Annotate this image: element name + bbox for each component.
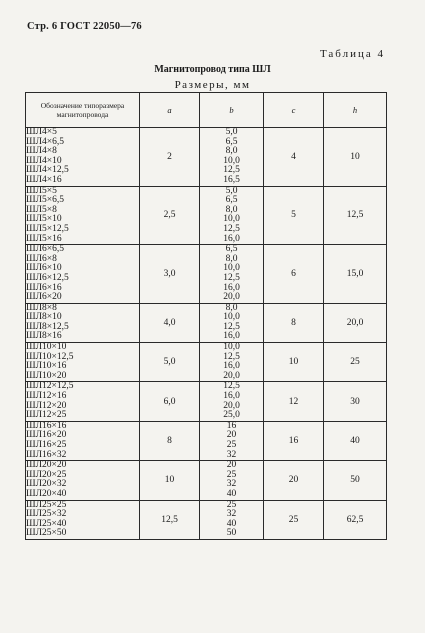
table-row [26, 500, 387, 539]
dimensions-table [25, 92, 387, 540]
value-b-cell [200, 500, 264, 539]
designation-item: ШЛ25×40 [26, 518, 67, 529]
value-b-item: 12,5 [223, 165, 240, 176]
table-row [26, 245, 387, 304]
table-row [26, 343, 387, 382]
designation-item: ШЛ6×10 [26, 263, 62, 274]
designation-item: ШЛ6×20 [26, 292, 62, 303]
designation-item: ШЛ5×5 [26, 185, 57, 196]
value-c-cell: 20 [264, 461, 324, 500]
page-header: Стр. 6 ГОСТ 22050—76 [27, 21, 142, 32]
designation-cell [26, 382, 140, 421]
value-b-item: 10,0 [223, 155, 240, 166]
table-row [26, 421, 387, 460]
value-b-item: 5,0 [225, 127, 238, 137]
designation-item: ШЛ25×50 [26, 528, 67, 539]
designation-cell [26, 245, 140, 304]
value-a-cell: 2,5 [140, 186, 200, 245]
designation-item: ШЛ4×5 [26, 127, 57, 137]
value-b-item: 8,0 [225, 146, 238, 157]
column-header-a: a [140, 93, 200, 128]
value-b-item: 25 [226, 469, 237, 480]
designation-item: ШЛ10×10 [26, 342, 67, 353]
designation-cell [26, 343, 140, 382]
value-c-cell: 16 [264, 421, 324, 460]
designation-item: ШЛ4×12,5 [26, 165, 69, 176]
table-label: Таблица 4 [319, 48, 385, 60]
value-c-cell: 25 [264, 500, 324, 539]
value-b-item: 6,5 [225, 136, 238, 147]
value-b-item: 12,5 [223, 351, 240, 362]
value-b-item: 20,0 [223, 400, 240, 411]
value-h-cell: 25 [324, 343, 387, 382]
designation-item: ШЛ4×8 [26, 146, 57, 157]
value-b-item: 12,5 [223, 223, 240, 234]
designation-cell [26, 303, 140, 342]
designation-item: ШЛ20×25 [26, 469, 67, 480]
value-h-cell: 62,5 [324, 500, 387, 539]
designation-item: ШЛ25×32 [26, 509, 67, 520]
table-title: Магнитопровод типа ШЛ [154, 64, 271, 75]
designation-item: ШЛ12×12,5 [26, 381, 74, 392]
value-b-item: 25,0 [223, 410, 240, 421]
value-b-cell [200, 186, 264, 245]
value-b-item: 10,0 [223, 312, 240, 323]
value-h-cell: 30 [324, 382, 387, 421]
value-h-cell: 50 [324, 461, 387, 500]
value-c-cell: 12 [264, 382, 324, 421]
value-b-item: 50 [226, 528, 237, 539]
column-header-c: c [264, 93, 324, 128]
designation-cell [26, 421, 140, 460]
designation-item: ШЛ8×8 [26, 302, 57, 313]
table-row [26, 303, 387, 342]
designation-item: ШЛ5×6,5 [26, 195, 65, 206]
value-b-item: 20,0 [223, 292, 240, 303]
value-b-item: 12,5 [223, 381, 240, 392]
column-header-designation: Обозначение типоразмера магнитопровода [26, 93, 140, 128]
designation-item: ШЛ4×16 [26, 174, 62, 185]
designation-item: ШЛ6×12,5 [26, 272, 69, 283]
table-header-row [26, 93, 387, 128]
designation-cell [26, 461, 140, 500]
table-row [26, 128, 387, 187]
designation-item: ШЛ16×32 [26, 449, 67, 460]
value-b-item: 16 [226, 420, 237, 431]
value-a-cell: 5,0 [140, 343, 200, 382]
value-a-cell: 10 [140, 461, 200, 500]
designation-item: ШЛ8×12,5 [26, 321, 69, 332]
value-b-item: 16,5 [223, 174, 240, 185]
designation-item: ШЛ8×16 [26, 331, 62, 342]
column-header-h: h [324, 93, 387, 128]
value-a-cell: 3,0 [140, 245, 200, 304]
value-a-cell: 6,0 [140, 382, 200, 421]
value-h-cell: 40 [324, 421, 387, 460]
designation-item: ШЛ4×6,5 [26, 136, 65, 147]
designation-item: ШЛ16×25 [26, 440, 67, 450]
value-h-cell: 12,5 [324, 186, 387, 245]
value-c-cell: 10 [264, 343, 324, 382]
value-b-item: 6,5 [225, 195, 238, 206]
designation-item: ШЛ25×25 [26, 499, 67, 510]
value-b-item: 20 [226, 430, 237, 441]
value-b-item: 16,0 [223, 233, 240, 244]
designation-cell [26, 128, 140, 187]
value-b-item: 8,0 [225, 302, 238, 313]
value-b-cell [200, 343, 264, 382]
value-b-item: 10,0 [223, 263, 240, 274]
value-a-cell: 12,5 [140, 500, 200, 539]
value-c-cell: 8 [264, 303, 324, 342]
value-b-item: 16,0 [223, 391, 240, 402]
value-b-item: 5,0 [225, 185, 238, 196]
value-b-cell [200, 245, 264, 304]
table-row [26, 382, 387, 421]
designation-item: ШЛ6×16 [26, 282, 62, 293]
designation-item: ШЛ6×8 [26, 253, 57, 264]
table-row [26, 186, 387, 245]
value-b-item: 12,5 [223, 272, 240, 283]
value-b-item: 25 [226, 499, 237, 510]
designation-item: ШЛ20×32 [26, 479, 67, 490]
designation-item: ШЛ10×12,5 [26, 351, 74, 362]
designation-item: ШЛ16×16 [26, 420, 67, 431]
value-c-cell: 4 [264, 128, 324, 187]
value-b-item: 8,0 [225, 204, 238, 215]
column-header-b: b [200, 93, 264, 128]
value-b-item: 12,5 [223, 321, 240, 332]
value-c-cell: 6 [264, 245, 324, 304]
designation-item: ШЛ6×6,5 [26, 244, 65, 255]
value-c-cell: 5 [264, 186, 324, 245]
value-b-item: 40 [226, 488, 237, 499]
designation-item: ШЛ12×25 [26, 410, 67, 421]
designation-item: ШЛ5×10 [26, 214, 62, 225]
value-b-cell [200, 303, 264, 342]
designation-item: ШЛ16×20 [26, 430, 67, 441]
value-a-cell: 2 [140, 128, 200, 187]
table-body [26, 128, 387, 540]
value-h-cell: 15,0 [324, 245, 387, 304]
designation-item: ШЛ8×10 [26, 312, 62, 323]
designation-cell [26, 500, 140, 539]
value-b-item: 10,0 [223, 214, 240, 225]
value-b-item: 16,0 [223, 282, 240, 293]
designation-item: ШЛ10×20 [26, 370, 67, 381]
value-b-item: 40 [226, 518, 237, 529]
designation-item: ШЛ4×10 [26, 155, 62, 166]
value-b-item: 32 [226, 479, 237, 490]
designation-item: ШЛ5×8 [26, 204, 57, 215]
value-b-item: 20 [226, 460, 237, 471]
table-row [26, 461, 387, 500]
value-h-cell: 20,0 [324, 303, 387, 342]
designation-item: ШЛ12×20 [26, 400, 67, 411]
value-h-cell: 10 [324, 128, 387, 187]
value-b-item: 32 [226, 449, 237, 460]
value-b-item: 16,0 [223, 361, 240, 372]
value-b-cell [200, 421, 264, 460]
value-b-item: 6,5 [225, 244, 238, 255]
designation-item: ШЛ5×12,5 [26, 223, 69, 234]
value-a-cell: 4,0 [140, 303, 200, 342]
value-b-item: 25 [226, 440, 237, 450]
designation-item: ШЛ20×40 [26, 488, 67, 499]
designation-item: ШЛ5×16 [26, 233, 62, 244]
value-b-cell [200, 128, 264, 187]
designation-cell [26, 186, 140, 245]
designation-item: ШЛ20×20 [26, 460, 67, 471]
designation-item: ШЛ10×16 [26, 361, 67, 372]
value-a-cell: 8 [140, 421, 200, 460]
value-b-item: 10,0 [223, 342, 240, 353]
value-b-cell [200, 461, 264, 500]
value-b-item: 8,0 [225, 253, 238, 264]
table-subtitle: Размеры, мм [174, 79, 251, 91]
value-b-cell [200, 382, 264, 421]
value-b-item: 20,0 [223, 370, 240, 381]
value-b-item: 32 [226, 509, 237, 520]
designation-item: ШЛ12×16 [26, 391, 67, 402]
value-b-item: 16,0 [223, 331, 240, 342]
